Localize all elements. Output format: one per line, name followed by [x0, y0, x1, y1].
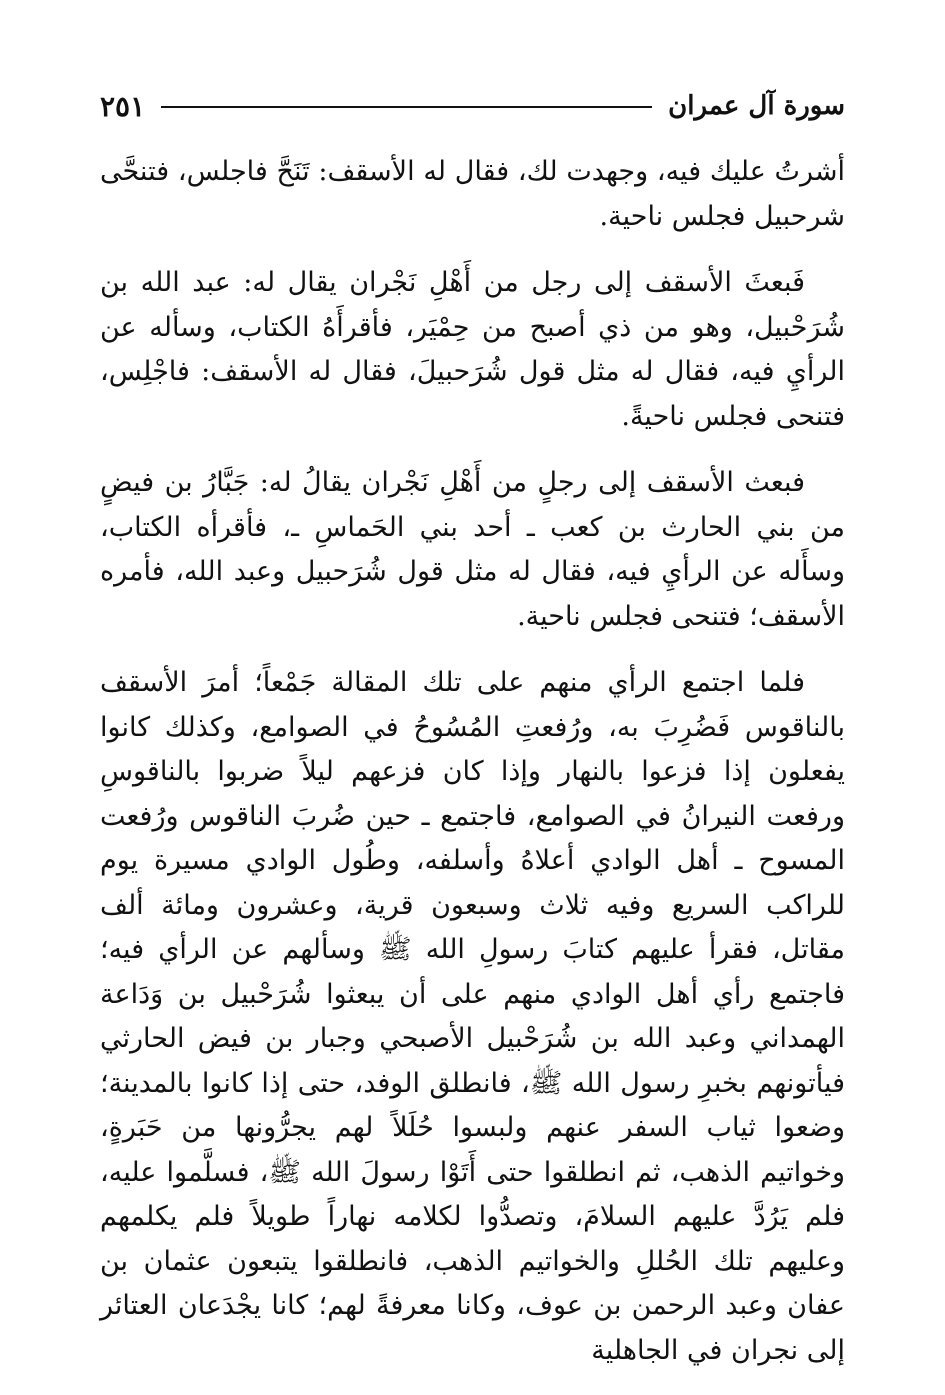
page-header: [100, 86, 845, 126]
page-number: ٢٥١: [100, 89, 146, 123]
paragraph-2: فَبعثَ الأسقف إلى رجل من أَهْلِ نَجْران يقال له: عبد الله بن شُرَحْبيل، وهو من ذي أصبح من حِمْيَر، فأقرأَهُ الكتاب، وسأله عن الرأيِ فيه، فقال له مثل قول شُرَحبيلَ، فقال له الأسقف: فاجْلِس، فتنحى فجلس ناحيةً.: [100, 267, 846, 432]
paragraph-1: أشرتُ عليك فيه، وجهدت لك، فقال له الأسقف: تَنَحَّ فاجلس، فتنحَّى شرحبيل فجلس ناحية.: [100, 156, 845, 232]
header-rule: [161, 106, 652, 108]
paragraph-4: فلما اجتمع الرأي منهم على تلك المقالة جَمْعاً؛ أمرَ الأسقف بالناقوس فَضُرِبَ به، ورُفعتِ المُسُوحُ في الصوامع، وكذلك كانوا يفعلون إذا فزعوا بالنهار وإذا كان فزعهم ليلاً ضربوا بالناقوسِ ورفعت النيرانُ في الصوامع، فاجتمع ـ حين ضُربَ الناقوس ورُفعت المسوح ـ أهل الوادي أعلاهُ وأسلفه، وطُول الوادي مسيرة يوم للراكب السريع وفيه ثلاث وسبعون قرية، وعشرون ومائة ألف مقاتل، فقرأ عليهم كتابَ رسولِ الله ﷺ وسألهم عن الرأي فيه؛ فاجتمع رأي أهل الوادي منهم على أن يبعثوا شُرَحْبيل بن وَدَاعة الهمداني وعبد الله بن شُرَحْبيل الأصبحي وجبار بن فيض الحارثي فيأتونهم بخبرِ رسول الله ﷺ، فانطلق الوفد، حتى إذا كانوا بالمدينة؛ وضعوا ثياب السفر عنهم ولبسوا حُلَلاً لهم يجرُّونها من حَبَرةٍ، وخواتيم الذهب، ثم انطلقوا حتى أَتَوْا رسولَ الله ﷺ، فسلَّموا عليه، فلم يَرُدَّ عليهم السلامَ، وتصدُّوا لكلامه نهاراً طويلاً فلم يكلمهم وعليهم تلك الحُللِ والخواتيم الذهب، فانطلقوا يتبعون عثمان بن عفان وعبد الرحمن بن عوف، وكانا معرفةً لهم؛ كانا يجْدَعان العتائر إلى نجران في الجاهلية: [100, 667, 845, 1366]
surah-title: سورة آل عمران: [668, 91, 845, 121]
page-body: [100, 150, 845, 1395]
paragraph-3: فبعث الأسقف إلى رجلٍ من أَهْلِ نَجْران يقالُ له: جَبَّارُ بن فيضٍ من بني الحارث بن كعب ـ أحد بني الحَماسِ ـ، فأقرأه الكتاب، وسأَله عن الرأيِ فيه، فقال له مثل قول شُرَحبيل وعبد الله، فأمره الأسقف؛ فتنحى فجلس ناحية.: [100, 467, 845, 632]
